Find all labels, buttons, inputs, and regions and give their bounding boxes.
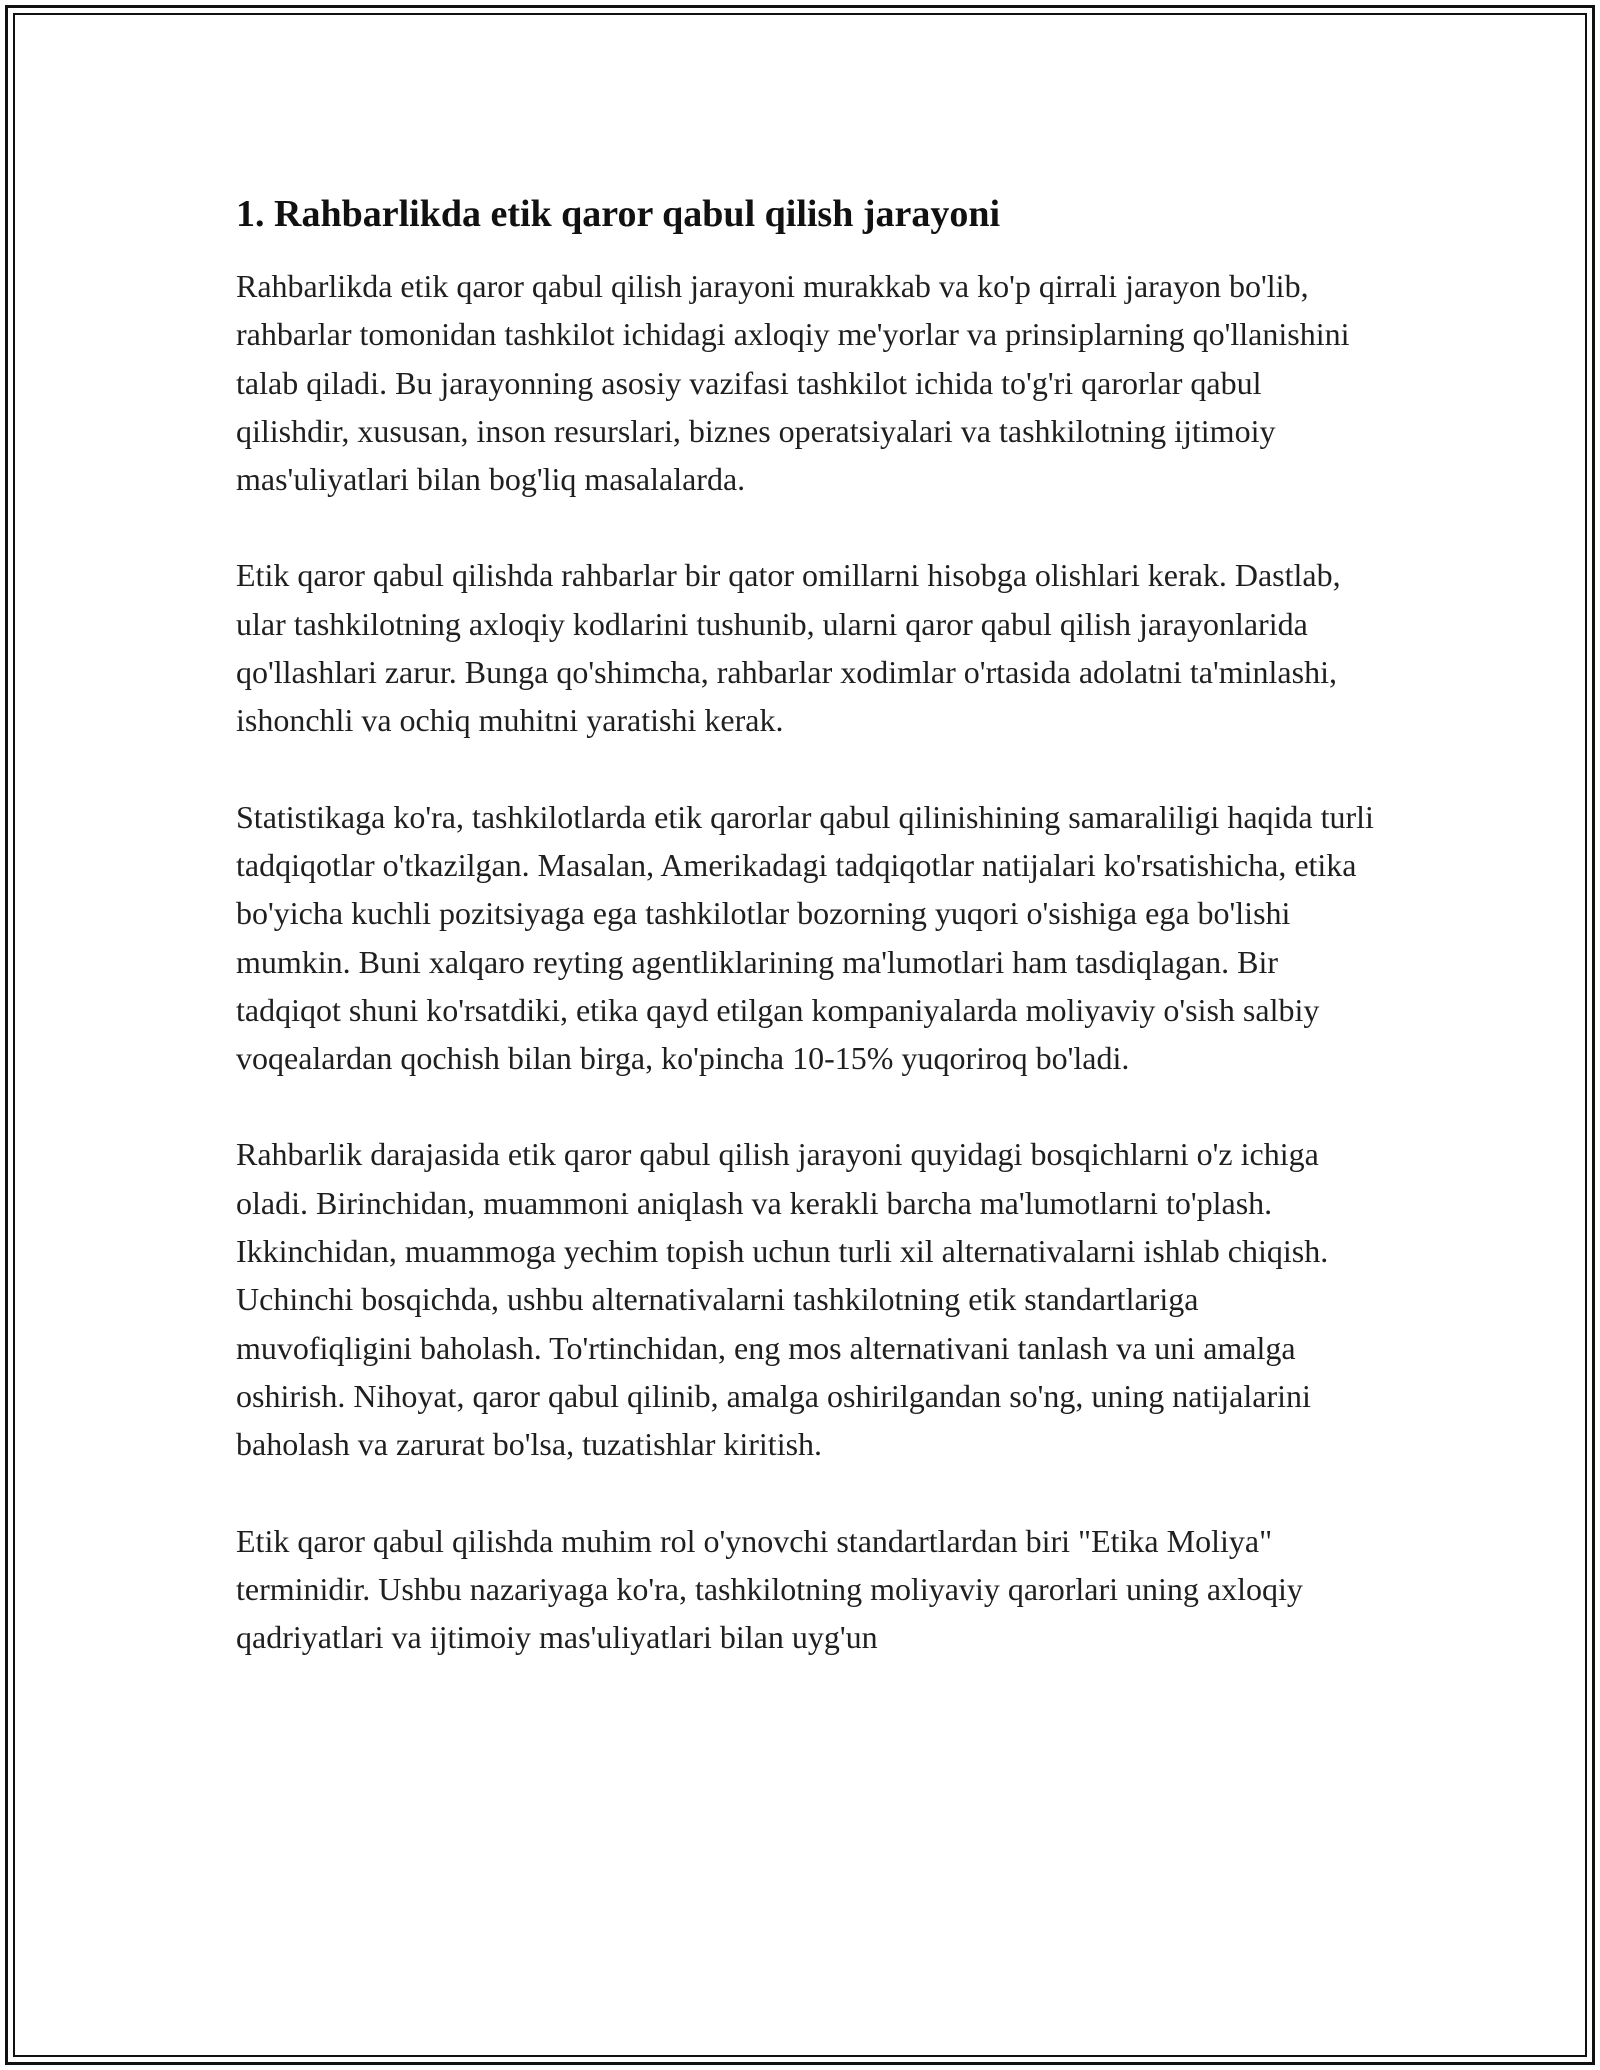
document-body — [236, 186, 1376, 1661]
paragraph-1: Rahbarlikda etik qaror qabul qilish jarayoni murakkab va ko'p qirrali jarayon bo'lib, rahbarlar tomonidan tashkilot ichidagi axloqiy me'yorlar va prinsiplarning qo'llanishini talab qiladi. Bu jarayonning asosiy vazifasi tashkilot ichida to'g'ri qarorlar qabul qilishdir, xususan, inson resurslari, biznes operatsiyalari va tashkilotning ijtimoiy mas'uliyatlari bilan bog'liq masalalarda. — [236, 268, 1350, 498]
paragraph-3: Statistikaga ko'ra, tashkilotlarda etik qarorlar qabul qilinishining samaraliligi haqida turli tadqiqotlar o'tkazilgan. Masalan, Amerikadagi tadqiqotlar natijalari ko'rsatishicha, etika bo'yicha kuchli pozitsiyaga ega tashkilotlar bozorning yuqori o'sishiga ega bo'lishi mumkin. Buni xalqaro reyting agentliklarining ma'lumotlari ham tasdiqlagan. Bir tadqiqot shuni ko'rsatdiki, etika qayd etilgan kompaniyalarda moliyaviy o'sish salbiy voqealardan qochish bilan birga, ko'pincha 10-15% yuqoriroq bo'ladi. — [236, 798, 1374, 1077]
paragraph-4: Rahbarlik darajasida etik qaror qabul qilish jarayoni quyidagi bosqichlarni o'z ichiga oladi. Birinchidan, muammoni aniqlash va kerakli barcha ma'lumotlarni to'plash. Ikkinchidan, muammoga yechim topish uchun turli xil alternativalarni ishlab chiqish. Uchinchi bosqichda, ushbu alternativalarni tashkilotning etik standartlariga muvofiqligini baholash. To'rtinchidan, eng mos alternativani tanlash va uni amalga oshirish. Nihoyat, qaror qabul qilinib, amalga oshirilgandan so'ng, uning natijalarini baholash va zarurat bo'lsa, tuzatishlar kiritish. — [236, 1136, 1329, 1463]
paragraph-2: Etik qaror qabul qilishda rahbarlar bir qator omillarni hisobga olishlari kerak. Dastlab, ular tashkilotning axloqiy kodlarini tushunib, ularni qaror qabul qilish jarayonlarida qo'llashlari zarur. Bunga qo'shimcha, rahbarlar xodimlar o'rtasida adolatni ta'minlashi, ishonchli va ochiq muhitni yaratishi kerak. — [236, 557, 1341, 739]
section-heading: 1. Rahbarlikda etik qaror qabul qilish jarayoni — [236, 193, 1001, 235]
paragraph-5: Etik qaror qabul qilishda muhim rol o'ynovchi standartlardan biri "Etika Moliya" terminidir. Ushbu nazariyaga ko'ra, tashkilotning moliyaviy qarorlari uning axloqiy qadriyatlari va ijtimoiy mas'uliyatlari bilan uyg'un — [236, 1522, 1303, 1656]
